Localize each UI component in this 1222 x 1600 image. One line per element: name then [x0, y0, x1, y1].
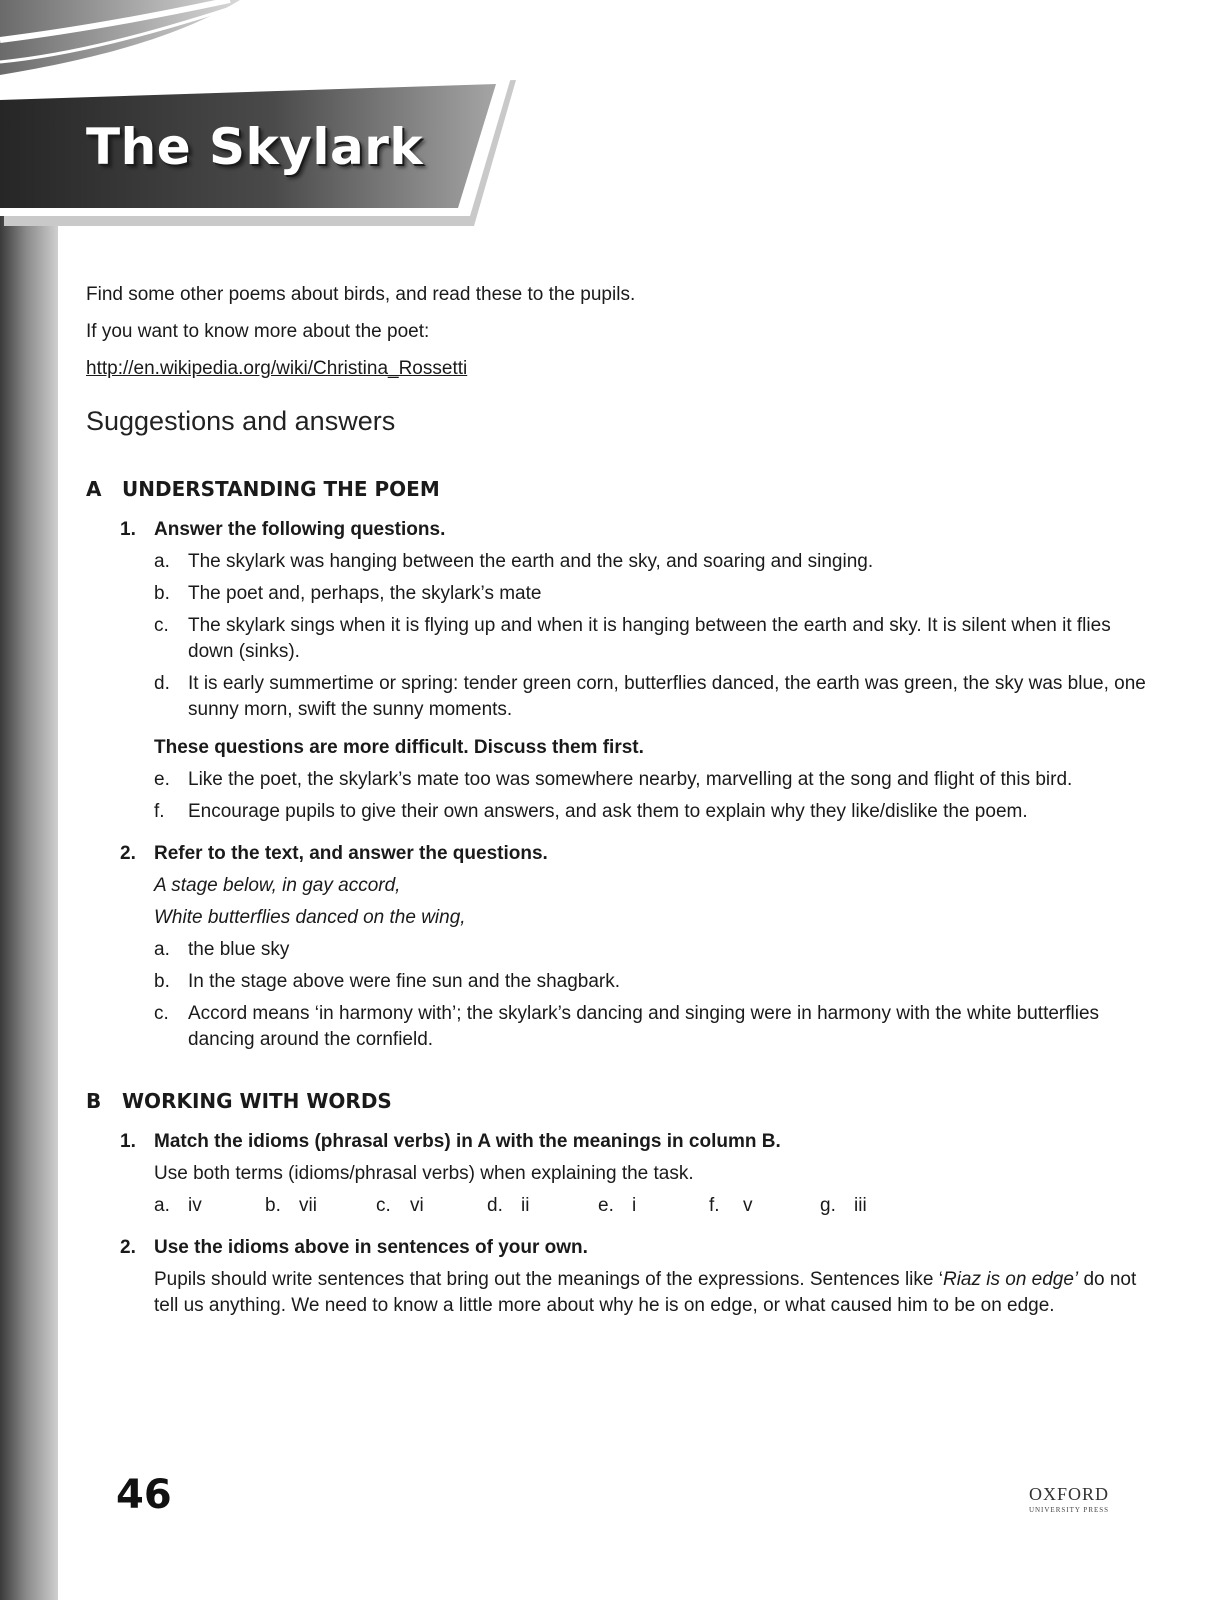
- answer-item: b. In the stage above were fine sun and the shagbark.: [154, 971, 621, 992]
- poem-quote-line-2: White butterflies danced on the wing,: [154, 907, 466, 928]
- intro-line-2: If you want to know more about the poet:: [86, 321, 430, 342]
- answer-item: c. Accord means ‘in harmony with’; the skylark’s dancing and singing were in harmony with the white butterflies dancing around the cornfield.: [154, 1003, 1100, 1050]
- answer-item: e. Like the poet, the skylark’s mate too was somewhere nearby, marvelling at the song and flight of this bird.: [154, 769, 1073, 790]
- question-prompt: Match the idioms (phrasal verbs) in A with the meanings in column B.: [154, 1131, 781, 1152]
- difficulty-note: These questions are more difficult. Discuss them first.: [154, 737, 644, 758]
- match-answers: [154, 1193, 1146, 1219]
- match-item: a. iv: [154, 1195, 202, 1216]
- sentence-guidance: Pupils should write sentences that bring out the meanings of the expressions. Sentences like ‘Riaz is on edge’ do not tell us anything. We need to know a little more about why he is on edge, or what caused him to be on edge.: [154, 1269, 1137, 1316]
- answer-item: a. the blue sky: [154, 939, 290, 960]
- section-a-question-2: [86, 841, 1146, 1053]
- intro-line-1: Find some other poems about birds, and read these to the pupils.: [86, 284, 636, 305]
- question-prompt: Refer to the text, and answer the questions.: [154, 843, 548, 864]
- answer-item: f. Encourage pupils to give their own answers, and ask them to explain why they like/dislike the poem.: [154, 801, 1028, 822]
- match-item: d. ii: [487, 1195, 530, 1216]
- section-a-heading: [86, 477, 1146, 501]
- match-item: g. iii: [820, 1195, 867, 1216]
- question-number: 2.: [120, 843, 136, 864]
- match-item: c. vi: [376, 1195, 424, 1216]
- section-b-letter: B: [86, 1089, 102, 1113]
- question-prompt: Use the idioms above in sentences of your own.: [154, 1237, 588, 1258]
- section-a-letter: A: [86, 477, 102, 501]
- section-b-heading: [86, 1089, 1146, 1113]
- publisher-subtitle: UNIVERSITY PRESS: [1028, 1506, 1110, 1514]
- wikipedia-link[interactable]: http://en.wikipedia.org/wiki/Christina_Rossetti: [86, 358, 468, 379]
- left-margin-bar: [0, 0, 58, 1600]
- question-number: 1.: [120, 519, 136, 540]
- section-a-title: UNDERSTANDING THE POEM: [122, 477, 440, 501]
- match-item: f. v: [709, 1195, 753, 1216]
- question-prompt: Answer the following questions.: [154, 519, 446, 540]
- match-item: b. vii: [265, 1195, 317, 1216]
- page-number: 46: [116, 1472, 172, 1518]
- match-item: e. i: [598, 1195, 637, 1216]
- answer-item: a. The skylark was hanging between the earth and the sky, and soaring and singing.: [154, 551, 874, 572]
- section-a-question-1: [86, 517, 1146, 825]
- question-number: 2.: [120, 1237, 136, 1258]
- answer-item: c. The skylark sings when it is flying up and when it is hanging between the earth and sky. It is silent when it flies down (sinks).: [154, 615, 1111, 662]
- section-b-question-2: [86, 1235, 1146, 1319]
- page-title: The Skylark: [86, 118, 424, 176]
- question-number: 1.: [120, 1131, 136, 1152]
- answer-item: d. It is early summertime or spring: tender green corn, butterflies danced, the earth was green, the sky was blue, one sunny morn, swift the sunny moments.: [154, 673, 1146, 720]
- task-instruction: Use both terms (idioms/phrasal verbs) when explaining the task.: [154, 1163, 694, 1184]
- answer-item: b. The poet and, perhaps, the skylark’s mate: [154, 583, 542, 604]
- page-content: [86, 282, 1146, 1319]
- publisher-logo: [1024, 1484, 1114, 1514]
- publisher-name: OXFORD: [1028, 1484, 1109, 1504]
- suggestions-heading: Suggestions and answers: [86, 406, 396, 436]
- poem-quote-line-1: A stage below, in gay accord,: [154, 875, 401, 896]
- section-b-question-1: [86, 1129, 1146, 1219]
- section-b-title: WORKING WITH WORDS: [122, 1089, 392, 1113]
